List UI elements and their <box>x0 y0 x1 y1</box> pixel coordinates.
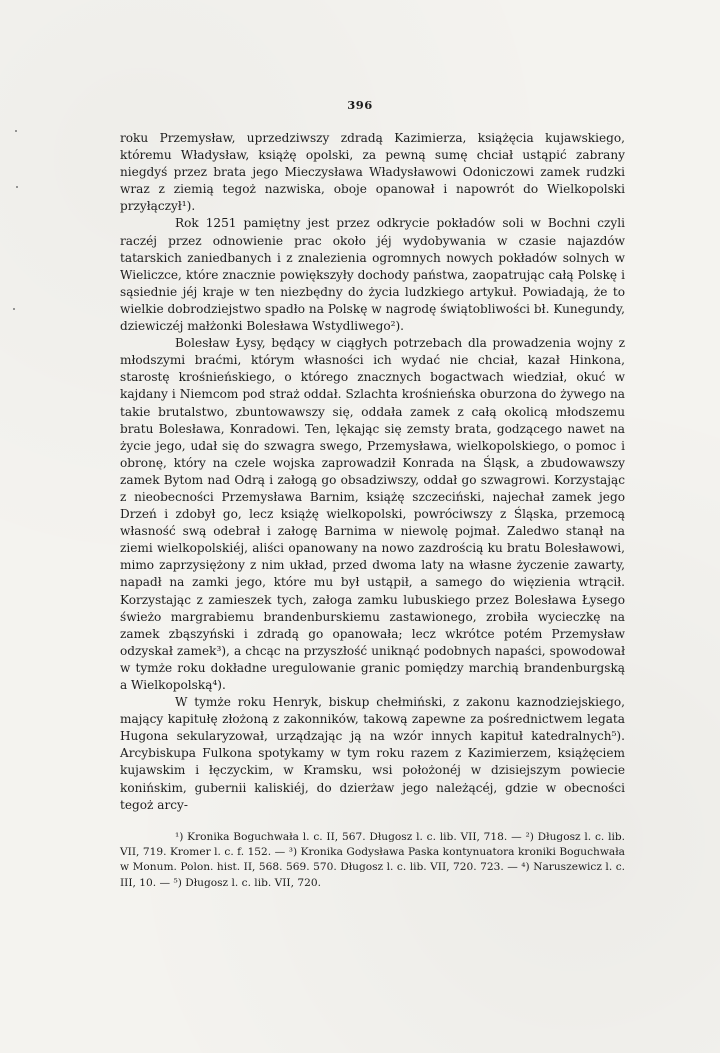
paragraph: W tymże roku Henryk, biskup chełmiński, z zakonu kaznodziejskiego, mający kapitułę złożoną z zakonników, takową zapewne za pośrednictwem legata Hugona sekularyzował, urządzając ją na wzór innych kapituł katedralnych⁵). Arcybiskupa Fulkona spotykamy w tym roku razem z Kazimierzem, książęciem kujawskim i łęczyckim, w Kramsku, wsi położonéj w dzisiejszym powiecie konińskim, gubernii kaliskiéj, do dzierżaw jego należącéj, gdzie w obecności tegoż arcy- <box>120 695 625 812</box>
scan-speck <box>13 308 15 310</box>
scan-speck <box>16 186 18 188</box>
paragraph: Bolesław Łysy, będący w ciągłych potrzebach dla prowadzenia wojny z młodszymi braćmi, którym własności ich wydać nie chciał, kazał Hinkona, starostę krośnieńskiego, o którego znacznych bogactwach wiedział, okuć w kajdany i Niemcom pod straż oddał. Szlachta krośnieńska oburzona do żywego na takie brutalstwo, zbuntowawszy się, oddała zamek z całą okolicą młodszemu bratu Bolesława, Konradowi. Ten, lękając się zemsty brata, godzącego nawet na życie jego, udał się do szwagra swego, Przemysława, wielkopolskiego, o pomoc i obronę, który na czele wojska zaprowadził Konrada na Śląsk, a zbudowawszy zamek Bytom nad Odrą i załogą go obsadziwszy, oddał go szwagrowi. Korzystając z nieobecności Przemysława Barnim, książę szczeciński, najechał zamek jego Drzeń i zdobył go, lecz książę wielkopolski, powróciwszy z Śląska, przemocą własność swą odebrał i załogę Barnima w niewolę pojmał. Zaledwo stanął na ziemi wielkopolskiéj, aliści opanowany na nowo zazdrością ku bratu Bolesławowi, mimo zaprzysiężony z nim układ, przed dwoma laty na własne życzenie zawarty, napadł na zamki jego, które mu był ustąpił, a samego do więzienia wtrącił. Korzystając z zamieszek tych, załoga zamku lubuskiego przez Bolesława Łysego świeżo margrabiemu brandenburskiemu zastawionego, zrobiła wycieczkę na zamek zbąszyński i zdradą go opanowała; lecz wkrótce potém Przemysław odzyskał zamek³), a chcąc na przyszłość uniknąć podobnych napaści, spowodował w tymże roku dokładne uregulowanie granic pomiędzy marchią brandenburgską a Wielkopolską⁴). <box>120 336 625 692</box>
paragraph: roku Przemysław, uprzedziwszy zdradą Kazimierza, książęcia kujawskiego, któremu Władysław, książę opolski, za pewną sumę chciał ustąpić zabrany niegdyś przez brata jego Mieczysława Władysławowi Odoniczowi zamek rudzki wraz z ziemią tegoż nazwiska, oboje opanował i napowrót do Wielkopolski przyłączył¹). <box>120 131 625 214</box>
footnotes <box>120 830 625 891</box>
main-text <box>120 130 625 814</box>
scan-speck <box>15 130 17 132</box>
paragraph: Rok 1251 pamiętny jest przez odkrycie pokładów soli w Bochni czyli raczéj przez odnowienie prac około jéj wydobywania w czasie najazdów tatarskich zaniedbanych i z znalezienia ogromnych nowych pokładów solnych w Wieliczce, które znacznie powiększyły dochody państwa, zaopatrując całą Polskę i sąsiednie jéj kraje w ten niezbędny do życia ludzkiego artykuł. Powiadają, że to wielkie dobrodziejstwo spadło na Polskę w nagrodę świątobliwości bł. Kunegundy, dziewiczéj małżonki Bolesława Wstydliwego²). <box>120 216 625 334</box>
footnote: ¹) Kronika Boguchwała l. c. II, 567. Długosz l. c. lib. VII, 718. — ²) Długosz l. c. lib. VII, 719. Kromer l. c. f. 152. — ³) Kronika Godysława Paska kontynuatora kroniki Boguchwała w Monum. Polon. hist. II, 568. 569. 570. Długosz l. c. lib. VII, 720. 723. — ⁴) Naruszewicz l. c. III, 10. — ⁵) Długosz l. c. lib. VII, 720. <box>120 831 625 889</box>
page-number: 396 <box>347 98 373 112</box>
